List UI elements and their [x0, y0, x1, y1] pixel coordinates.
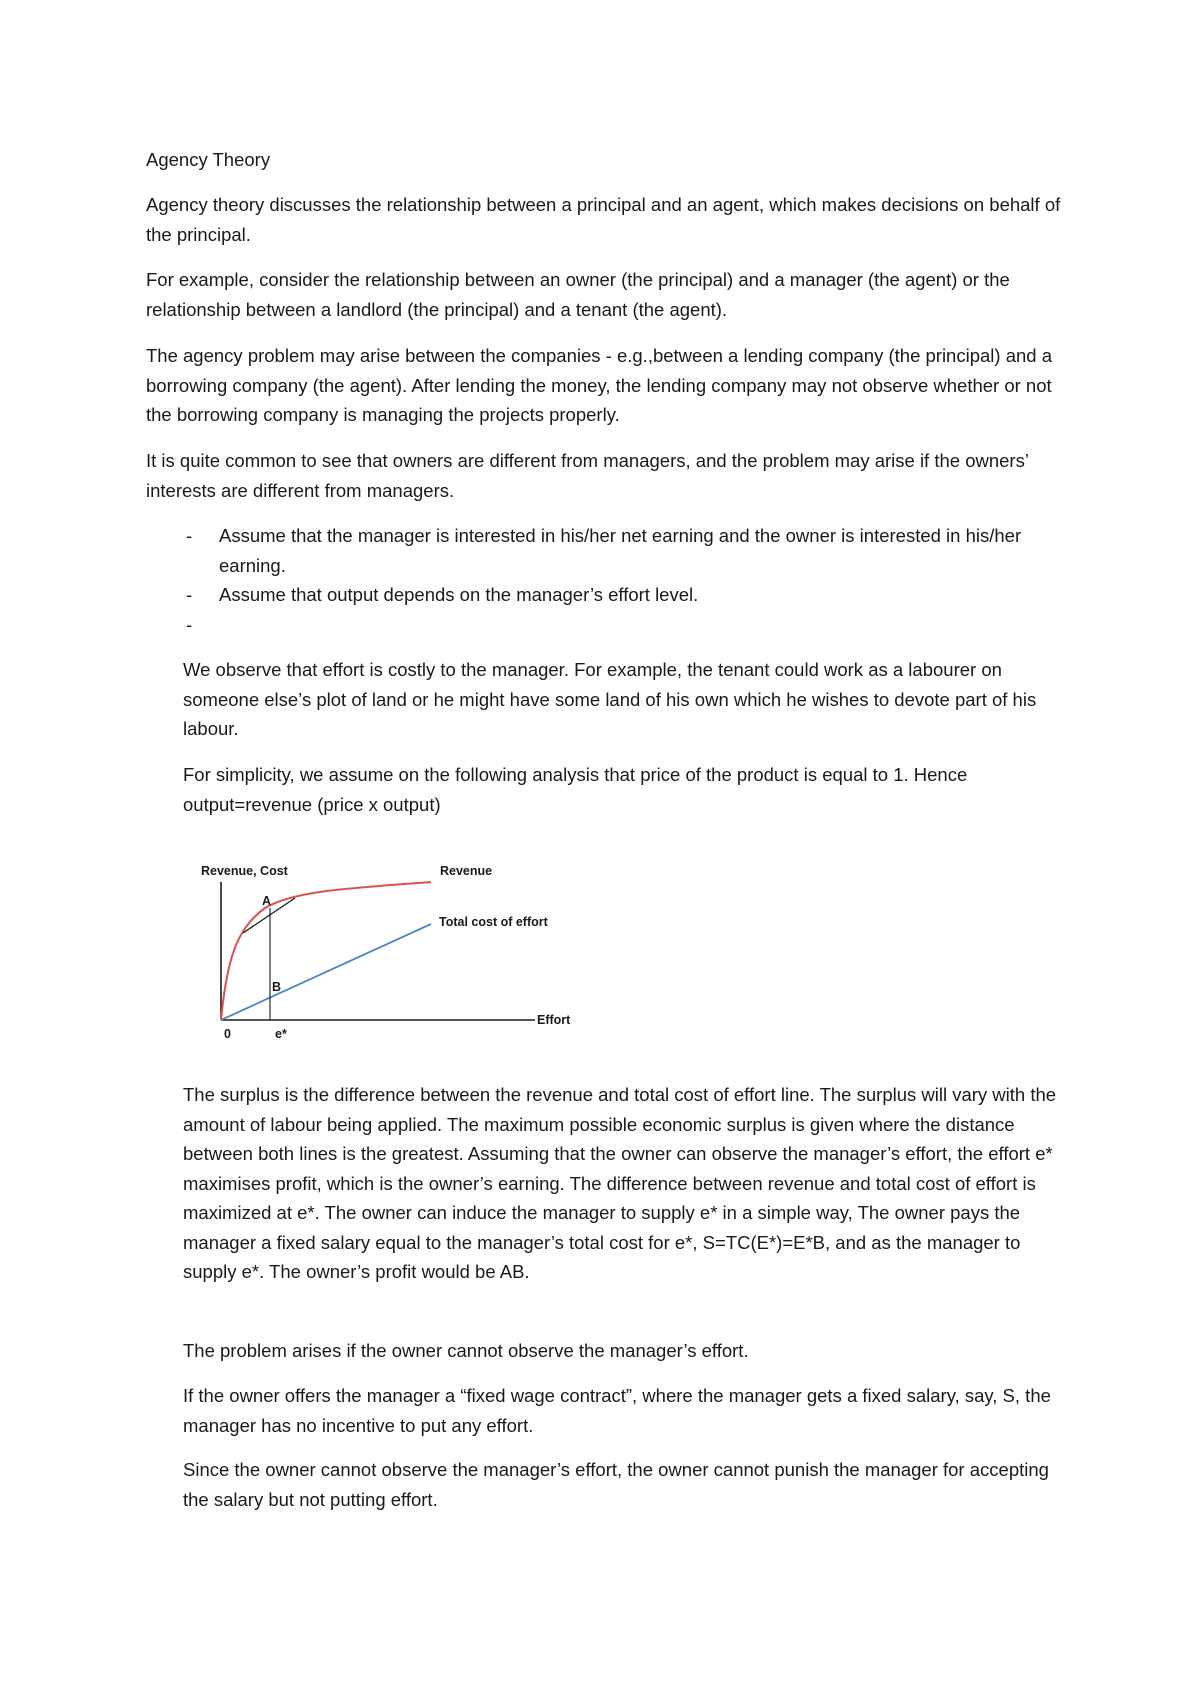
list-item [146, 580, 1066, 610]
revenue-cost-diagram [195, 848, 595, 1048]
y-axis-label: Revenue, Cost [201, 864, 288, 878]
revenue-curve [221, 882, 431, 1020]
cost-line [221, 924, 431, 1020]
revenue-label: Revenue [440, 864, 493, 878]
cost-label: Total cost of effort [439, 915, 548, 929]
document-title: Agency Theory [146, 149, 271, 170]
paragraph-owners-managers: It is quite common to see that owners are different from managers, and the problem may arise if the owners’ interests are different from managers. [146, 450, 1029, 501]
list-item [146, 521, 1066, 580]
bullet-dash: - [186, 525, 193, 546]
paragraph-example: For example, consider the relationship between an owner (the principal) and a manager (the agent) or the relationship between a landlord (the principal) and a tenant (the agent). [146, 269, 1010, 320]
paragraph-companies: The agency problem may arise between the companies - e.g.,between a lending company (the principal) and a borrowing company (the agent). After lending the money, the lending company may not observe whether or not the borrowing company is managing the projects properly. [146, 345, 1052, 425]
paragraph-surplus: The surplus is the difference between the revenue and total cost of effort line. The surplus will vary with the amount of labour being applied. The maximum possible economic surplus is given where the distance between both lines is the greatest. Assuming that the owner can observe the manager’s effort, the effort e* maximises profit, which is the owner’s earning. The difference between revenue and total cost of effort is maximized at e*. The owner can induce the manager to supply e* in a simple way, The owner pays the manager a fixed salary equal to the manager’s total cost for e*, S=TC(E*)=E*B, and as the manager to supply e*. The owner’s profit would be AB. [183, 1084, 1057, 1282]
point-b-label: B [272, 980, 282, 994]
paragraph-fixed-wage: If the owner offers the manager a “fixed wage contract”, where the manager gets a fixed salary, say, S, the manager has no incentive to put any effort. [183, 1385, 1051, 1436]
origin-label: 0 [224, 1027, 231, 1041]
list-item-text: Assume that the manager is interested in his/her net earning and the owner is interested in his/her earning. [219, 525, 1022, 576]
revenue-cost-figure [195, 848, 595, 1048]
paragraph-effort-costly: We observe that effort is costly to the manager. For example, the tenant could work as a labourer on someone else’s plot of land or he might have some land of his own which he wishes to devote part of his labour. [183, 659, 1037, 739]
paragraph-simplicity: For simplicity, we assume on the following analysis that price of the product is equal to 1. Hence output=revenue (price x output) [183, 764, 968, 815]
assumption-list [146, 521, 1066, 639]
e-star-label: e* [275, 1027, 287, 1041]
paragraph-problem: The problem arises if the owner cannot observe the manager’s effort. [183, 1340, 749, 1361]
paragraph-definition: Agency theory discusses the relationship between a principal and an agent, which makes decisions on behalf of the principal. [146, 194, 1061, 245]
x-axis-label: Effort [537, 1013, 571, 1027]
paragraph-cannot-punish: Since the owner cannot observe the manager’s effort, the owner cannot punish the manager for accepting the salary but not putting effort. [183, 1459, 1049, 1510]
bullet-dash: - [186, 613, 193, 635]
point-a-label: A [262, 894, 272, 908]
bullet-dash: - [186, 584, 193, 605]
list-item-text: Assume that output depends on the manager’s effort level. [219, 584, 699, 605]
list-item [146, 610, 1066, 640]
